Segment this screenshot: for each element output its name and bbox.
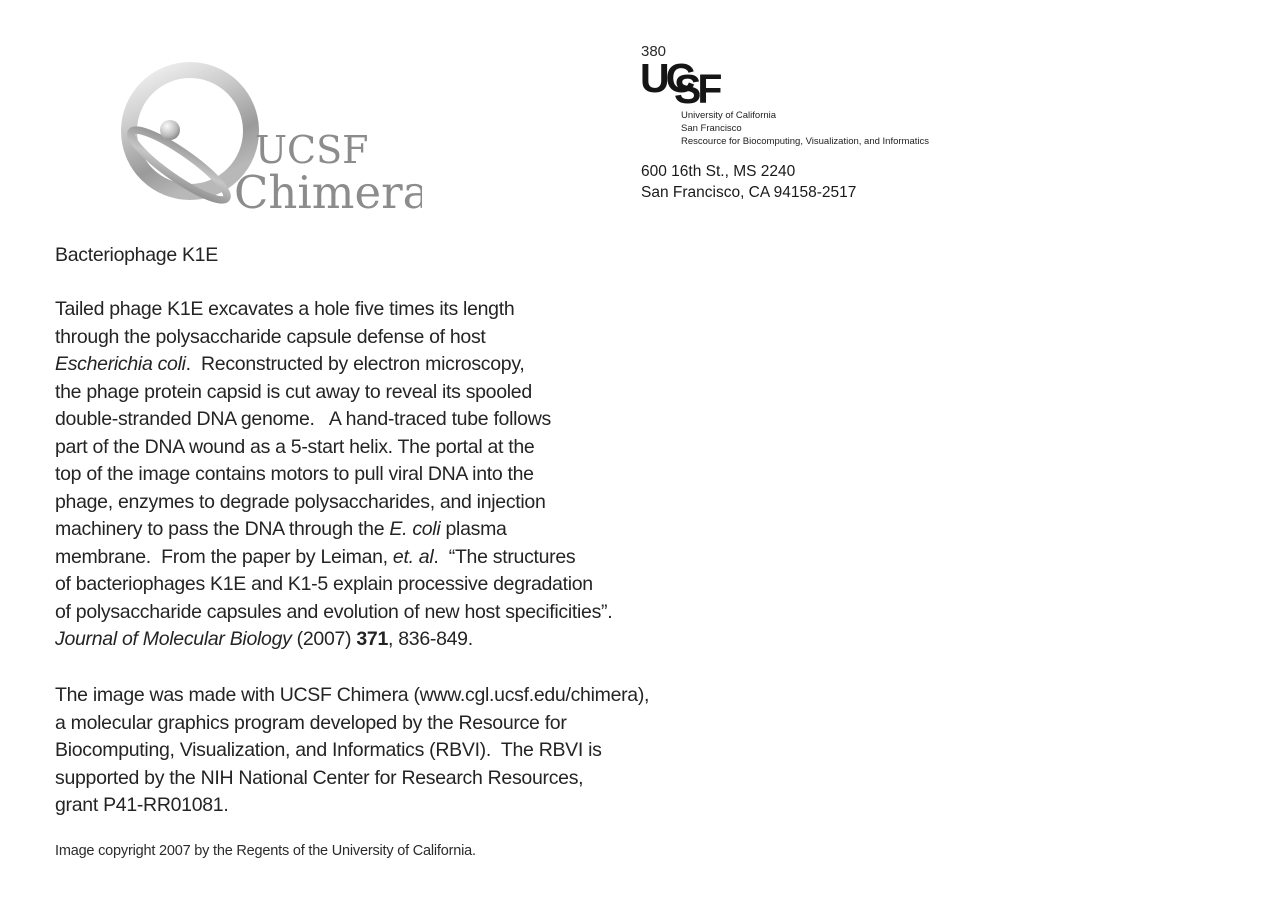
text-line (55, 434, 612, 462)
text-line (55, 351, 612, 379)
text-line (55, 682, 649, 710)
text-line (641, 162, 856, 183)
text-segment: a molecular graphics program developed by the Resource for (55, 711, 567, 734)
copyright-line: Image copyright 2007 by the Regents of the University of California. (55, 843, 476, 859)
chimera-logo (112, 52, 422, 222)
text-segment: part of the DNA wound as a 5-start helix. The portal at the (55, 435, 535, 458)
text-segment: Escherichia coli (55, 353, 186, 375)
text-segment: University of California (681, 110, 777, 121)
text-segment: top of the image contains motors to pull viral DNA into the (55, 463, 534, 485)
paragraph-description (55, 296, 612, 654)
text-segment: supported by the NIH National Center for Research Resources, (55, 766, 584, 789)
text-segment: of polysaccharide capsules and evolution of new host specificities”. (55, 600, 613, 623)
text-line (55, 324, 612, 352)
chimera-sphere-shape (160, 120, 180, 140)
text-segment: , 836-849. (388, 628, 473, 650)
chimera-logo-chimera-text: Chimera (234, 166, 422, 219)
text-line (55, 379, 612, 407)
text-line (641, 183, 856, 204)
text-line (55, 626, 612, 654)
text-segment: Journal of Molecular Biology (55, 628, 292, 650)
address-lines (641, 162, 856, 203)
document-title: Bacteriophage K1E (55, 244, 218, 266)
text-line (55, 765, 649, 793)
chimera-logo-ucsf-text: UCSF (255, 128, 369, 172)
text-segment: Rescource for Biocomputing, Visualization, and Informatics (681, 136, 930, 147)
chimera-q-orbit-icon (112, 52, 422, 222)
text-line (55, 571, 612, 599)
text-segment: San Francisco, CA 94158-2517 (641, 183, 857, 201)
text-segment: membrane. From the paper by Leiman, (55, 545, 393, 568)
text-segment: (2007) (291, 628, 357, 650)
text-segment: phage, enzymes to degrade polysaccharides, and injection (55, 490, 546, 513)
text-segment: . “The structures (433, 545, 576, 568)
text-segment: San Francisco (681, 123, 742, 134)
text-line (55, 516, 612, 544)
text-segment: Biocomputing, Visualization, and Informatics (RBVI). The RBVI is (55, 739, 602, 761)
text-segment: plasma (440, 518, 507, 540)
text-line (55, 710, 649, 738)
page-number: 380 (641, 43, 667, 60)
text-segment: E. coli (389, 518, 441, 540)
text-line (681, 122, 929, 135)
text-segment: Tailed phage K1E excavates a hole five times its length (55, 298, 515, 320)
text-line (55, 461, 612, 489)
organization-lines (681, 109, 929, 148)
ucsf-logo-uc-text: UC (640, 55, 692, 101)
text-line (55, 489, 612, 517)
text-segment: . Reconstructed by electron microscopy, (185, 353, 525, 375)
ucsf-logo-sf-text: SF (674, 66, 719, 112)
text-segment: grant P41-RR01081. (55, 794, 229, 816)
text-segment: et. al (392, 545, 434, 568)
paragraph-credits (55, 682, 649, 820)
text-segment: double-stranded DNA genome. A hand-traced tube follows (55, 408, 551, 430)
text-segment: 371 (356, 628, 389, 650)
text-segment: The image was made with UCSF Chimera (www.cgl.ucsf.edu/chimera), (55, 684, 650, 706)
ucsf-logo (640, 55, 735, 116)
text-line (55, 737, 649, 765)
text-segment: machinery to pass the DNA through the (55, 518, 390, 540)
text-line (55, 544, 612, 572)
text-line (55, 599, 612, 627)
text-segment: of bacteriophages K1E and K1-5 explain processive degradation (55, 573, 593, 595)
text-segment: the phage protein capsid is cut away to reveal its spooled (55, 380, 532, 403)
text-line (55, 406, 612, 434)
text-segment: 600 16th St., MS 2240 (641, 163, 796, 180)
text-line (55, 792, 649, 820)
text-line (681, 109, 929, 122)
text-line (681, 135, 929, 148)
text-segment: through the polysaccharide capsule defense of host (55, 325, 486, 348)
text-line (55, 296, 612, 324)
